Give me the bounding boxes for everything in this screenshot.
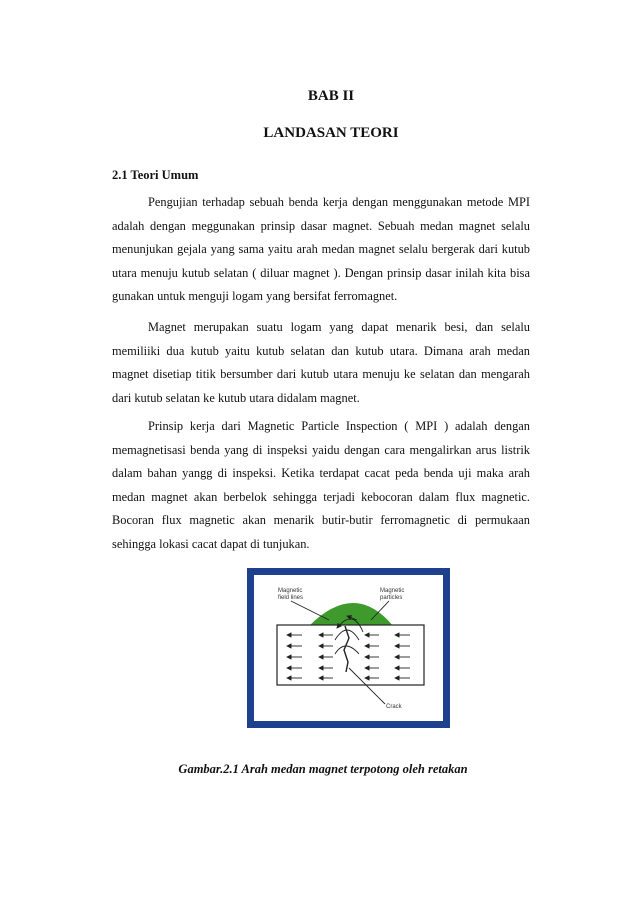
specimen-block [277, 625, 424, 685]
paragraph-mpi-working-principle: Prinsip kerja dari Magnetic Particle Inspection ( MPI ) adalah dengan memagnetisasi benda yang di inspeksi yaidu dengan cara mengalirkan arus listrik dalam bahan yangg di inspeksi. Ketika terdapat cacat peda benda uji maka arah medan magnet akan berbelok sehingga terjadi kebocoran dalam flux magnetic. Bocoran flux magnetic akan menarik butir-butir ferromagnetic di permukaan sehingga lokasi cacat dapat di tunjukan. [112, 419, 530, 551]
chapter-number: BAB II [307, 88, 355, 104]
chapter-title: LANDASAN TEORI [263, 125, 399, 141]
magnetic-flux-leakage-figure [247, 568, 450, 728]
label-field-lines-1: Magnetic [278, 588, 303, 594]
label-particles-1: Magnetic [380, 588, 405, 594]
section-heading: 2.1 Teori Umum [112, 168, 199, 182]
label-crack: Crack [386, 704, 402, 710]
paragraph-magnet-definition: Magnet merupakan suatu logam yang dapat menarik besi, dan selalu memiliiki dua kutub yaitu kutub selatan dan kutub utara. Dimana arah medan magnet disetiap titik bersumber dari kutub utara menuju ke selatan dan mengarah dari kutub selatan ke kutub utara didalam magnet. [112, 320, 530, 405]
label-particles-2: particles [380, 595, 403, 601]
figure-caption: Gambar.2.1 Arah medan magnet terpotong oleh retakan [178, 762, 468, 776]
paragraph-mpi-principle: Pengujian terhadap sebuah benda kerja dengan menggunakan metode MPI adalah dengan meggunakan prinsip dasar magnet. Sebuah medan magnet selalu menunjukan gejala yang sama yaitu arah medan magnet selalu bergerak dari kutub utara menuju kutub selatan ( diluar magnet ). Dengan prinsip dasar inilah kita bisa gunakan untuk menguji logam yang bersifat ferromagnet. [112, 195, 530, 304]
label-field-lines-2: field lines [278, 595, 304, 601]
